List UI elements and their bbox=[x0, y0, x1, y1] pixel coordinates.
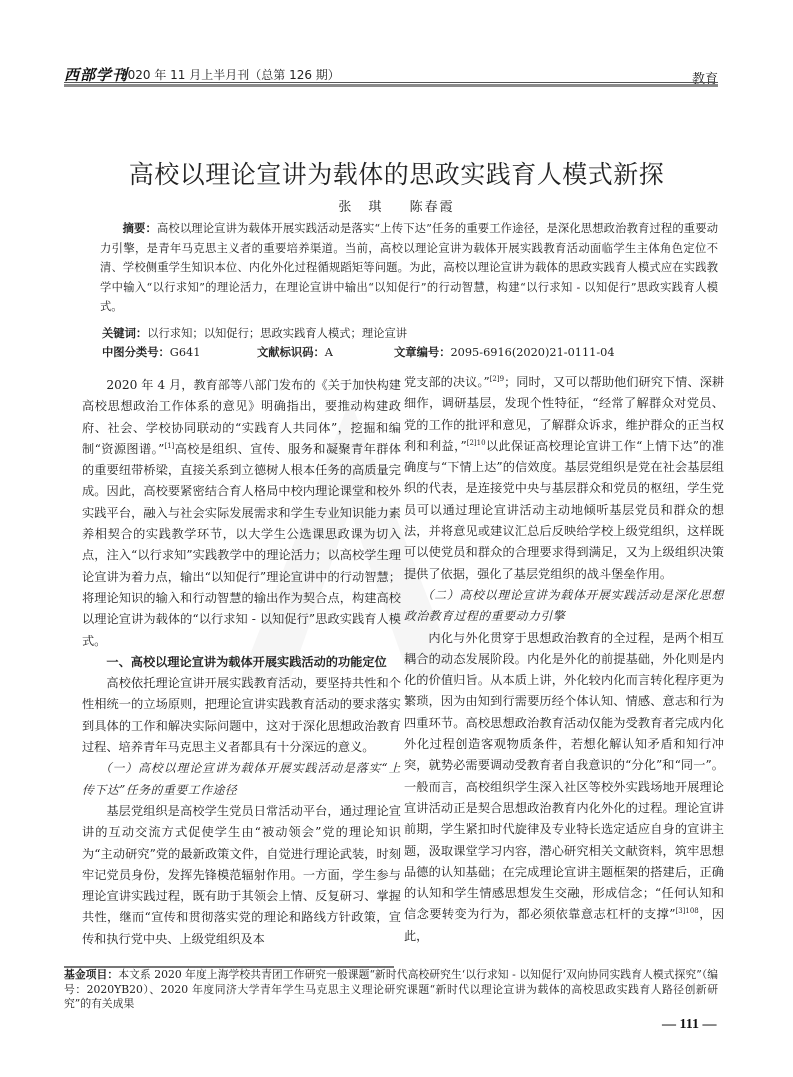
article-no-label: 文章编号： bbox=[394, 346, 451, 359]
paragraph: 基层党组织是高校学生党员日常活动平台，通过理论宣讲的互动交流方式促使学生由“被动领会”党的理论知识为“主动研究”党的最新政策文件，自觉进行理论武装，时刻牢记党员身份，发挥先锋模范辐射作用。一方面，学生参与理论宣讲实践过程，既有助于其领会上情、反复研习、掌握共性，继而“宣传和贯彻落实党的理论和路线方针政策，宣传和执行党中央、上级党组织及本 bbox=[82, 803, 401, 946]
subsection-heading: （二）高校以理论宣讲为载体开展实践活动是深化思想政治教育过程的重要动力引擎 bbox=[404, 587, 724, 624]
author-name: 陈春霞 bbox=[409, 200, 455, 215]
text-run: 2020 年 4 月，教育部等八部门发布的《关于加快构建高校思想政治工作体系的意见》明确指出，要推动构建政府、社会、学校协同联动的“实践育人共同体”，挖掘和编制“资源图谱。” bbox=[82, 378, 401, 456]
article-no-value: 2095-6916(2020)21-0111-04 bbox=[450, 346, 615, 359]
clc-label: 中图分类号： bbox=[102, 346, 170, 359]
text-run: 内化与外化贯穿于思想政治教育的全过程，是两个相互耦合的动态发展阶段。内化是外化的前提基础，外化则是内化的价值归旨。从本质上讲，外化较内化而言转化程序更为繁琐，因为由知到行需要历经个体认知、情感、意志和行为四重环节。高校思想政治教育活动仅能为受教育者完成内化外化过程创造客观物质条件，若想化解认知矛盾和知行冲突，就势必需要调动受教育者自我意识的“分化”和“同一”。一般而言，高校组织学生深入社区等校外实践场地开展理论宣讲活动正是契合思想政治教育内化外化的过程。理论宣讲前期，学生紧扣时代旋律及专业特长选定适应自身的宣讲主题，汲取课堂学习内容，潜心研究相关文献资料，筑牢思想品德的认知基础；在完成理论宣讲主题框架的搭建后，正确的认知和学生情感思想发生交融，形成信念；“任何认知和信念要转变为行为，都必须依靠意志杠杆的支撑” bbox=[404, 630, 724, 922]
abstract-label: 摘要： bbox=[122, 222, 157, 235]
text-run: ；同时，又可以帮助他们研究下情、深耕细作，调研基层，发现个性特征，“经常了解群众对党员、党的工作的批评和意见，了解群众诉求，维护群众的正当权利和利益，” bbox=[404, 375, 725, 453]
clc-number bbox=[102, 343, 200, 362]
right-column bbox=[404, 372, 724, 947]
journal-logo: 西部学刊 bbox=[64, 66, 129, 84]
issue-info: 2020 年 11 月上半月刊（总第 126 期） bbox=[120, 68, 340, 82]
subsection-heading: （一）高校以理论宣讲为载体开展实践活动是落实“上传下达”任务的重要工作途径 bbox=[82, 761, 401, 797]
citation: [1] bbox=[164, 441, 175, 450]
article-title: 高校以理论宣讲为载体的思政实践育人模式新探 bbox=[128, 159, 665, 189]
footnote-label: 基金项目： bbox=[64, 968, 119, 981]
section-heading: 一、高校以理论宣讲为载体开展实践活动的功能定位 bbox=[106, 654, 387, 669]
page-number: — 111 — bbox=[662, 1017, 717, 1032]
footnote bbox=[64, 968, 718, 1012]
paragraph bbox=[404, 628, 724, 947]
author-name: 张 琪 bbox=[338, 200, 384, 215]
paragraph bbox=[404, 372, 724, 585]
paragraph: 高校依托理论宣讲开展实践教育活动，要坚持共性和个性相统一的立场原则，把理论宣讲实践教育活动的要求落实到具体的工作和解决实际问题中，这对于深化思想政治教育过程、培养青年马克思主义者都具有十分深远的意义。 bbox=[82, 676, 401, 755]
keywords bbox=[102, 324, 407, 343]
paragraph bbox=[82, 375, 401, 652]
citation: [2]10 bbox=[466, 438, 486, 447]
keywords-text: 以行求知；以知促行；思政实践育人模式；理论宣讲 bbox=[147, 327, 408, 340]
abstract bbox=[100, 219, 718, 317]
doc-code-value: A bbox=[324, 346, 333, 359]
clc-value: G641 bbox=[169, 346, 201, 359]
abstract-text: 高校以理论宣讲为载体开展实践活动是落实“上传下达”任务的重要工作途径，是深化思想政治教育过程的重要动力引擎，是青年马克思主义者的重要培养渠道。当前，高校以理论宣讲为载体开展实践教育活动面临学生主体角色定位不清、学校侧重学生知识本位、内化外化过程循规蹈矩等问题。为此，高校以理论宣讲为载体的思政实践育人模式应在实践教学中输入“以行求知”的理论活力，在理论宣讲中输出“以知促行”的行动智慧，构建“以行求知 - 以知促行”思政实践育人模式。 bbox=[100, 222, 718, 313]
citation: [2]9 bbox=[489, 374, 505, 383]
header-rule bbox=[64, 82, 718, 87]
text-run: 党支部的决议。” bbox=[404, 375, 490, 389]
running-header bbox=[64, 62, 718, 87]
authors bbox=[0, 196, 793, 215]
text-run: ，因此， bbox=[404, 907, 725, 943]
footnote-text: 本文系 2020 年度上海学校共青团工作研究一般课题“新时代高校研究生‘以行求知 - 以知促行’双向协同实践育人模式探究”（编号：2020YB20）、2020 年度同济大学青年学生马克思主义理论研究课题“新时代以理论宣讲为载体的高校思政实践育人路径创新研究”的有关成果 bbox=[64, 968, 719, 1010]
citation: [3]108 bbox=[675, 907, 699, 916]
article-number bbox=[394, 343, 615, 362]
text-run: 以此保证高校理论宣讲工作“上情下达”的准确度与“下情上达”的信效度。基层党组织是党在社会基层组织的代表，是连接党中央与基层群众和党员的枢纽，学生党员可以通过理论宣讲活动主动地倾听基层党员和群众的想法，并将意见或建议汇总后反映给学校上级党组织，这样既可以使党员和群众的合理要求得到满足，又为上级组织决策提供了依据，强化了基层党组织的战斗堡垒作用。 bbox=[404, 438, 724, 581]
section-label: 教育 bbox=[691, 72, 718, 87]
left-column bbox=[82, 375, 401, 950]
document-code bbox=[257, 343, 333, 362]
text-run: 高校是组织、宣传、服务和凝聚青年群体的重要纽带桥梁，直接关系到立德树人根本任务的高质量完成。因此，高校要紧密结合育人格局中校内理论课堂和校外实践平台，融入与社会实际发展需求和学生专业知识能力素养相契合的实践教学环节，以大学生公选课思政课为切入点，注入“以行求知”实践教学中的理论活力；以高校学生理论宣讲为着力点，输出“以知促行”理论宣讲中的行动智慧；将理论知识的输入和行动智慧的输出作为契合点，构建高校以理论宣讲为载体的“以行求知 - 以知促行”思政实践育人模式。 bbox=[82, 441, 401, 648]
keywords-label: 关键词： bbox=[102, 327, 148, 340]
doc-code-label: 文献标识码： bbox=[257, 346, 325, 359]
